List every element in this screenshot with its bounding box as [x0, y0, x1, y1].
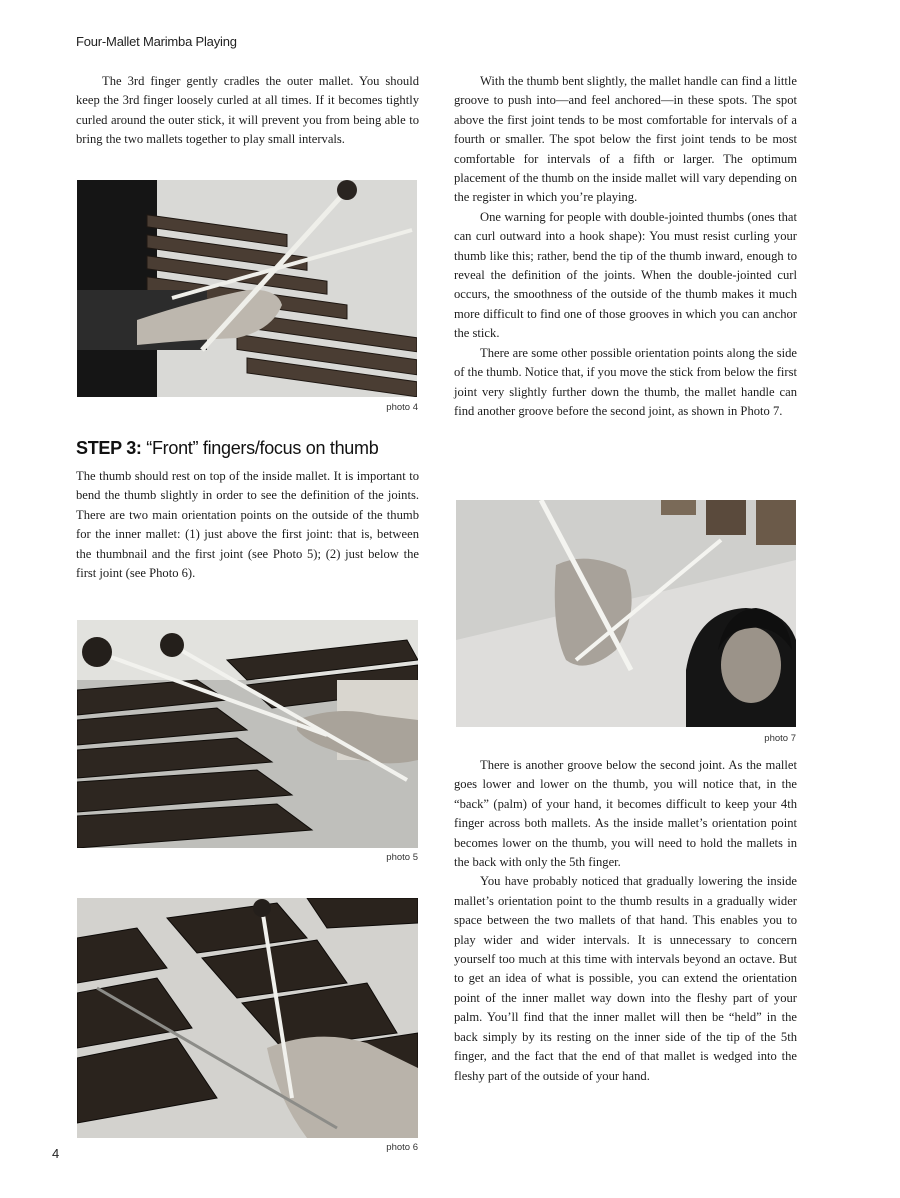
photo-5-caption: photo 5 [386, 852, 418, 863]
photo-5-image [77, 620, 418, 848]
right-paragraph-4: There is another groove below the second joint. As the mallet goes lower and lower on the thumb, you will notice that, in the “back” (palm) of your hand, it becomes difficult to keep your 4th finger across both mallets. As the inside mallet’s orientation point becomes lower on the thumb, you will need to hold the mallets in the back with only the 5th finger. [454, 758, 797, 870]
right-column-bottom [454, 756, 797, 1086]
step-3-label: STEP 3: [76, 438, 142, 458]
right-paragraph-2: One warning for people with double-jointed thumbs (ones that can curl outward into a hook shape): You must resist curling your thumb like this; rather, bend the tip of the thumb inward, enough to reveal the definition of the joints. When the double-jointed curl occurs, the smoothness of the outside of the thumb makes it much more difficult to find one of those grooves in which you can anchor the stick. [454, 209, 797, 341]
left-column [76, 72, 419, 150]
photo-7 [456, 500, 796, 727]
photo-4-image [77, 180, 417, 397]
running-head: Four-Mallet Marimba Playing [76, 34, 237, 49]
photo-7-image [456, 500, 796, 727]
right-paragraph-5: You have probably noticed that gradually lowering the inside mallet’s orientation point to the thumb results in a gradually wider space between the two mallets of that hand. This enables you to play wider and wider intervals. It is unnecessary to concern yourself too much at this time with intervals beyond an octave. But to get an idea of what is possible, you can extend the orientation point of the inner mallet way down into the fleshy part of your palm. You’ll find that the inner mallet will then be “held” in the back simply by its resting on the inner side of the tip of the 5th finger, and the fact that the end of that mallet is wedged into the fleshy part of the outside of your hand. [454, 874, 797, 1083]
right-paragraph-1: With the thumb bent slightly, the mallet handle can find a little groove to push into—and feel anchored—in these spots. The spot above the first joint tends to be most comfortable for intervals of a fourth or smaller. The spot below the first joint tends to be most comfortable for intervals of a fifth or larger. The optimum placement of the thumb on the inside mallet will vary depending on the register in which you’re playing. [454, 74, 797, 205]
left-paragraph-2: The thumb should rest on top of the inside mallet. It is important to bend the thumb slightly in order to see the definition of the joints. There are two main orientation points on the outside of the thumb for the inner mallet: (1) just above the first joint: that is, between the thumbnail and the first joint (see Photo 5); (2) just below the first joint (see Photo 6). [76, 469, 419, 581]
page-number: 4 [52, 1146, 60, 1161]
photo-4 [77, 180, 417, 397]
photo-5 [77, 620, 418, 848]
photo-7-caption: photo 7 [764, 733, 796, 744]
step-3-section [76, 438, 419, 583]
right-column-top [454, 72, 797, 421]
photo-6-image [77, 898, 418, 1138]
left-paragraph-1: The 3rd finger gently cradles the outer mallet. You should keep the 3rd finger loosely curled at all times. If it becomes tightly curled around the outer stick, it will prevent you from being able to bring the two mallets together to play small intervals. [76, 74, 419, 147]
step-3-heading [76, 438, 419, 459]
photo-6-caption: photo 6 [386, 1142, 418, 1153]
photo-6 [77, 898, 418, 1138]
photo-4-caption: photo 4 [386, 402, 418, 413]
step-3-title: “Front” fingers/focus on thumb [146, 438, 379, 458]
right-paragraph-3: There are some other possible orientation points along the side of the thumb. Notice that, if you move the stick from below the first joint very slightly further down the thumb, the mallet handle can find another groove before the second joint, as shown in Photo 7. [454, 345, 797, 418]
